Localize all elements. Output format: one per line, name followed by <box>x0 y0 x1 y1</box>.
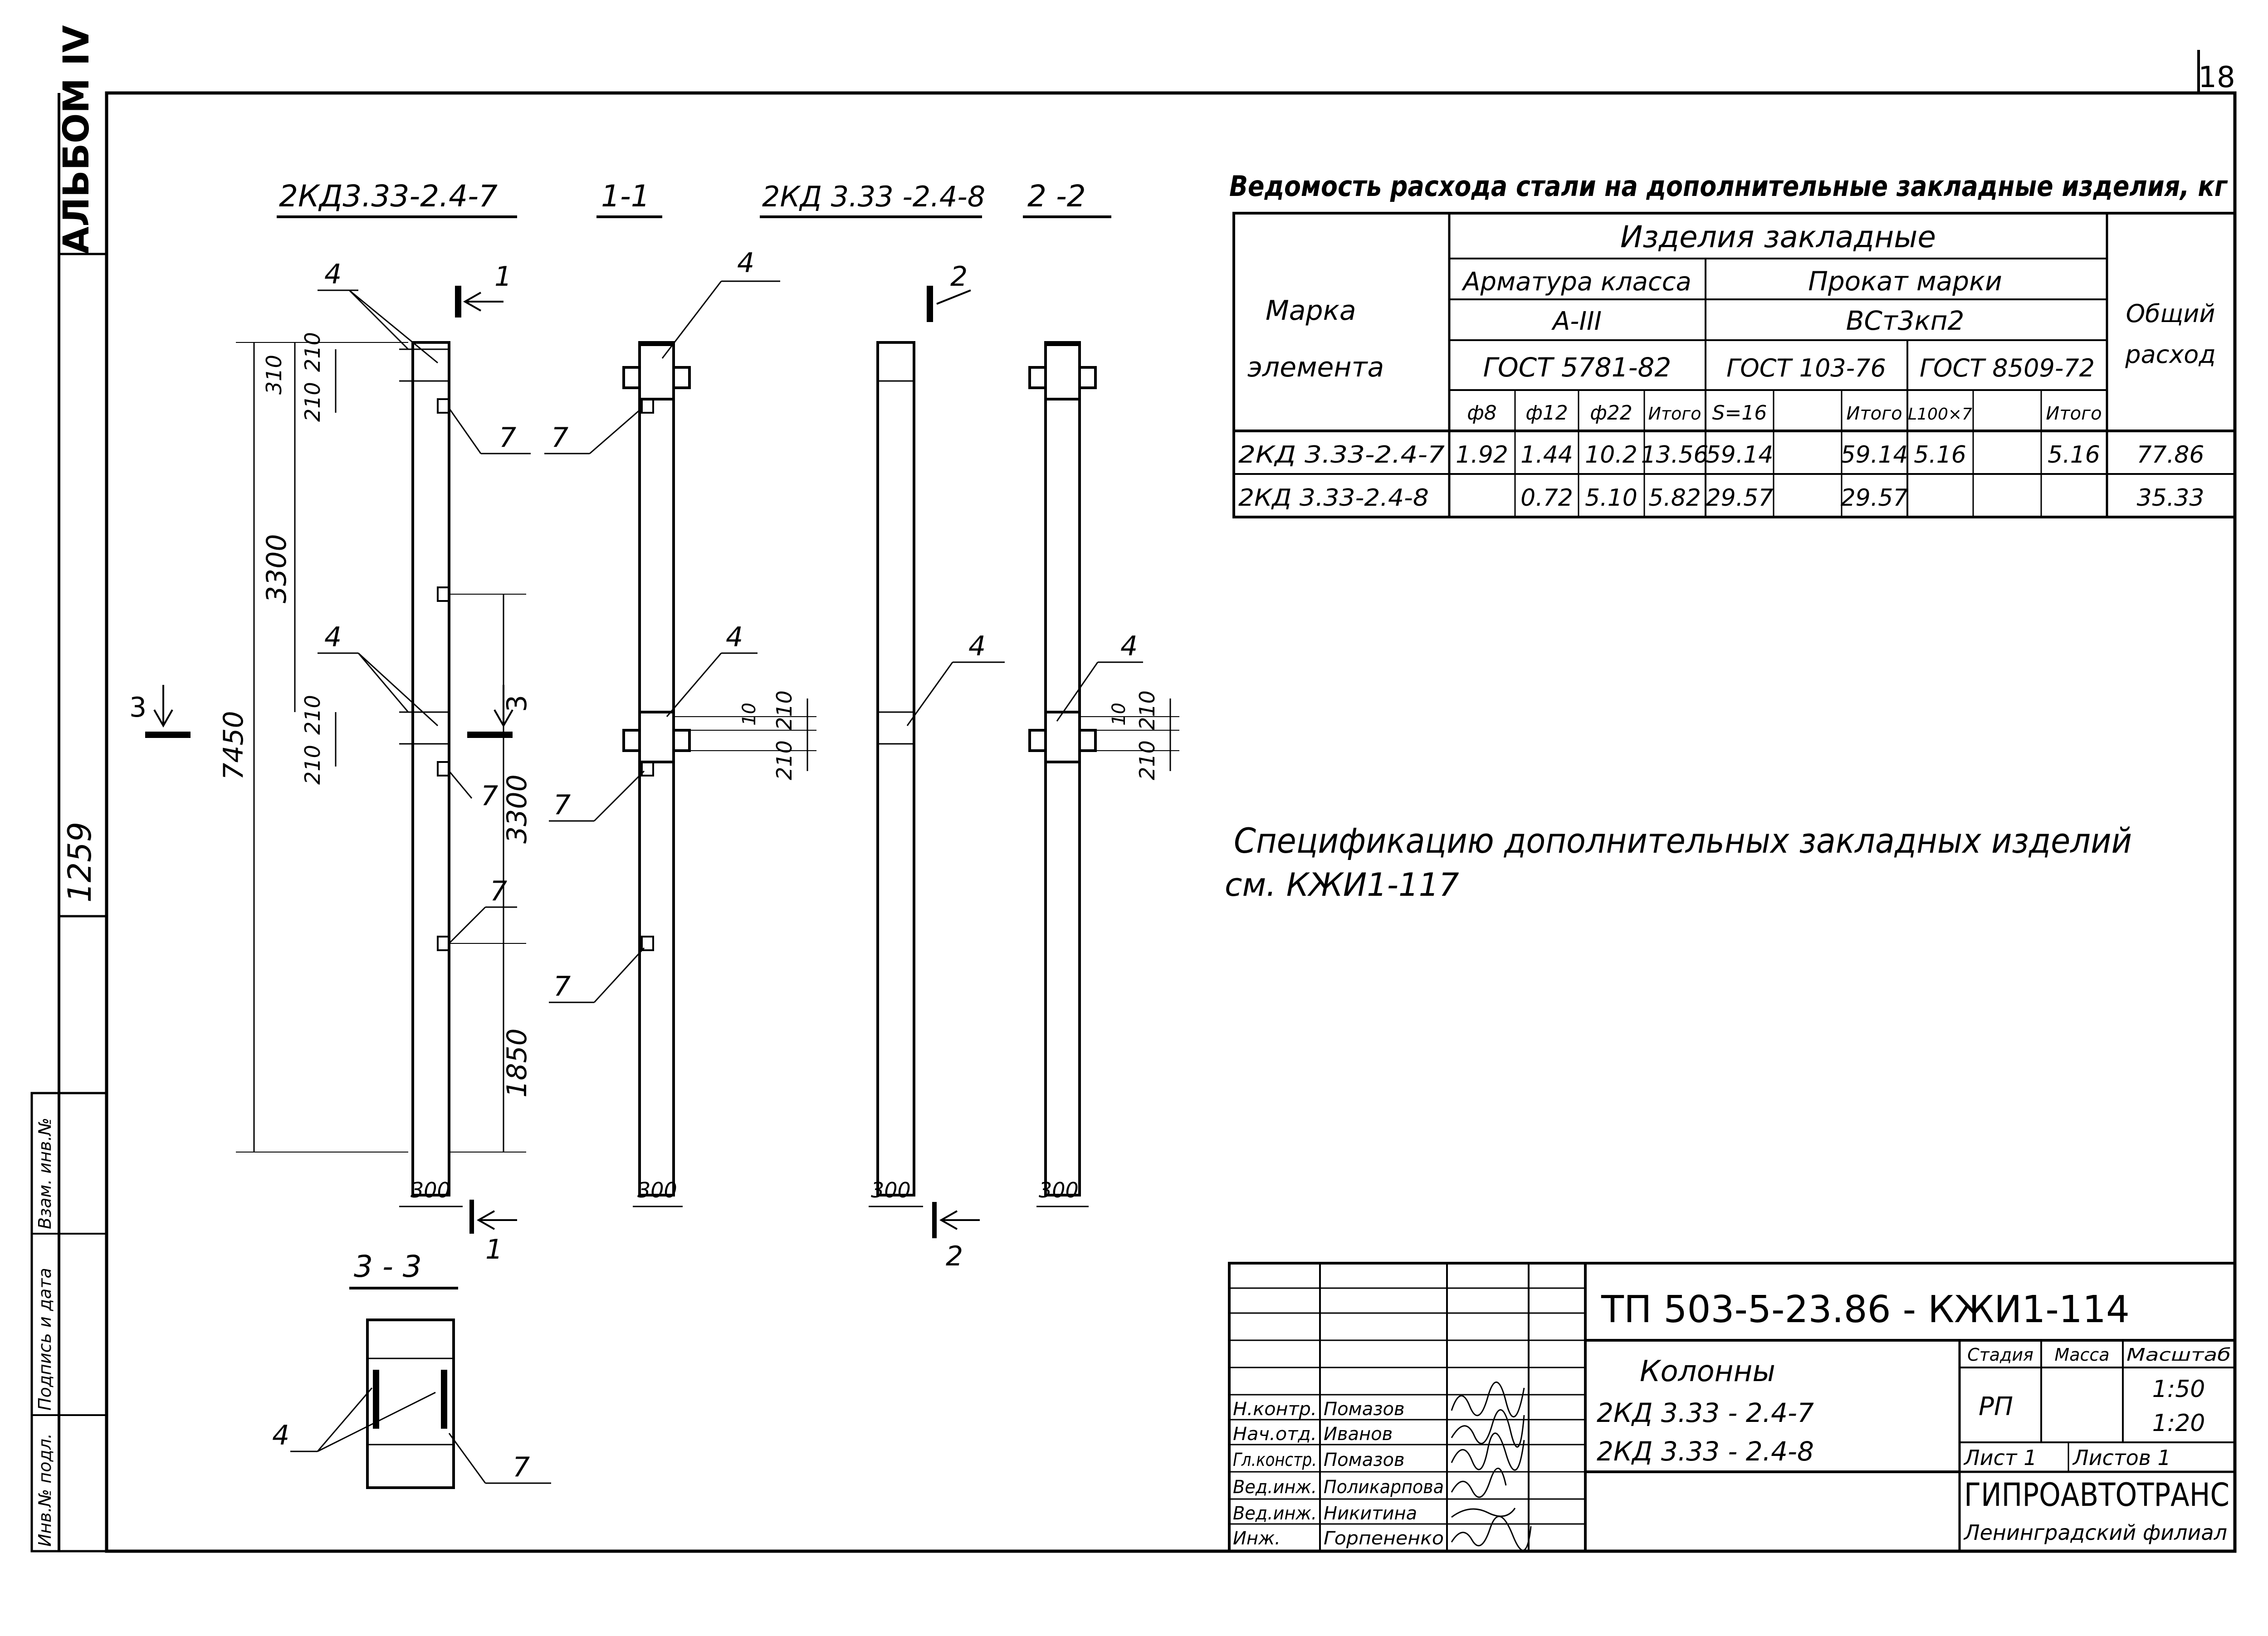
dim-300-left: 300 <box>411 1178 450 1202</box>
stamp-sign-date: Подпись и дата <box>35 1268 55 1411</box>
dim-210-c: 210 <box>300 695 325 735</box>
mark-7-left-low: 7 <box>490 875 508 907</box>
col-head: ф12 <box>1525 401 1568 425</box>
left-view-dimensions <box>218 332 533 1206</box>
h-rolled: Прокат марки <box>1808 266 2002 297</box>
sheets-label: Листов 1 <box>2073 1446 2171 1470</box>
mark-4-sec22: 4 <box>1120 630 1138 662</box>
col-head: ф22 <box>1590 401 1633 425</box>
mark-7-left-top: 7 <box>499 422 517 454</box>
section-mark-2-bottom: 2 <box>946 1240 963 1272</box>
cell: 13.56 <box>1641 441 1709 469</box>
section-mark-1-top: 1 <box>494 261 512 293</box>
h-rebar: Арматура класса <box>1463 267 1691 297</box>
dim-10-sec11: 10 <box>739 703 760 726</box>
dim-210-sec22-b: 210 <box>1135 740 1159 780</box>
steel-schedule <box>1229 170 2235 517</box>
mark-7-sec11-low: 7 <box>553 971 571 1002</box>
col-head: S=16 <box>1712 401 1767 425</box>
section-2-2 <box>1030 342 1179 1206</box>
person-1: Помазов <box>1324 1399 1405 1420</box>
col-head: Итого <box>1846 403 1902 424</box>
person-2: Иванов <box>1324 1424 1393 1445</box>
role-6: Инж. <box>1233 1528 1281 1549</box>
dim-310: 310 <box>262 355 286 395</box>
section-mark-3-left: 3 <box>129 692 147 723</box>
mark-4-left-mid: 4 <box>324 621 342 653</box>
h-rolled-grade: ВСт3кп2 <box>1846 305 1965 336</box>
col-head: ф8 <box>1467 401 1497 425</box>
mark-4-mid: 4 <box>968 630 986 662</box>
section-mark-1-bottom: 1 <box>485 1234 503 1265</box>
signature-icons <box>1452 1382 1531 1550</box>
schedule-title: Ведомость расхода стали на дополнительные закладные изделия, кг <box>1229 170 2229 203</box>
cell: 10.2 <box>1585 441 1637 469</box>
inventory-number: 1259 <box>61 821 98 903</box>
doc-name: Колонны <box>1640 1355 1775 1388</box>
cell: 5.16 <box>1914 441 1966 469</box>
cell: 5.82 <box>1648 484 1701 512</box>
stamp-inv-orig: Инв.№ подл. <box>35 1433 55 1547</box>
mark-4-left-top: 4 <box>324 259 342 290</box>
role-3: Гл.констр. <box>1233 1450 1317 1470</box>
doc-mark-2: 2КД 3.33 - 2.4-8 <box>1597 1436 1814 1467</box>
mark-7-sec33: 7 <box>513 1451 530 1483</box>
table-row <box>1238 441 2204 469</box>
dim-3300-left: 3300 <box>261 534 293 603</box>
row-total: 35.33 <box>2136 484 2204 512</box>
title-section-3-3: 3 - 3 <box>354 1249 422 1284</box>
dim-3300-right: 3300 <box>501 774 533 844</box>
row-mark: 2КД 3.33-2.4-7 <box>1238 441 1445 469</box>
row-total: 77.86 <box>2136 441 2204 469</box>
dim-300-sec22: 300 <box>1039 1178 1079 1202</box>
scale-value-2: 1:20 <box>2152 1410 2205 1437</box>
role-1: Н.контр. <box>1233 1399 1317 1420</box>
dim-210-b: 210 <box>300 382 325 422</box>
note <box>1225 820 2132 903</box>
section-mark-3-right: 3 <box>501 694 533 712</box>
title-section-1-1: 1-1 <box>601 179 650 214</box>
cell: 5.16 <box>2048 441 2100 469</box>
cell: 59.14 <box>1706 441 1774 469</box>
mass-header: Масса <box>2054 1345 2110 1365</box>
dim-300-mid: 300 <box>871 1178 911 1202</box>
album-label: АЛЬБОМ IV <box>56 25 97 254</box>
cell: 59.14 <box>1840 441 1908 469</box>
mark-7-left-mid: 7 <box>481 780 499 812</box>
cell: 29.57 <box>1840 484 1908 512</box>
scale-header: Масштаб <box>2126 1345 2231 1365</box>
column-view-left <box>129 259 533 1265</box>
h-mark-1: Марка <box>1266 295 1356 327</box>
role-2: Нач.отд. <box>1233 1424 1317 1445</box>
doc-code: ТП 503-5-23.86 - КЖИ1-114 <box>1601 1288 2130 1331</box>
cell: 29.57 <box>1706 484 1774 512</box>
cell: 1.92 <box>1456 441 1508 469</box>
org-name: ГИПРОАВТОТРАНС <box>1964 1476 2229 1514</box>
section-mark-2-top: 2 <box>950 261 968 293</box>
col-heads <box>1467 401 2102 425</box>
sheet-label: Лист 1 <box>1964 1446 2037 1470</box>
doc-mark-1: 2КД 3.33 - 2.4-7 <box>1597 1397 1814 1428</box>
row-mark: 2КД 3.33-2.4-8 <box>1238 484 1429 512</box>
person-5: Никитина <box>1324 1503 1418 1524</box>
person-3: Помазов <box>1324 1450 1405 1470</box>
cell: 0.72 <box>1520 484 1573 512</box>
table-row <box>1238 484 2204 512</box>
dim-1850: 1850 <box>501 1028 533 1098</box>
role-5: Вед.инж. <box>1233 1503 1317 1524</box>
title-block <box>1229 1263 2235 1551</box>
dim-210-sec11-a: 210 <box>772 690 797 730</box>
stage-header: Стадия <box>1967 1345 2033 1365</box>
title-section-2-2: 2 -2 <box>1027 179 1086 214</box>
h-rebar-gost: ГОСТ 5781-82 <box>1483 352 1672 383</box>
col-head: L100×7 <box>1908 405 1972 424</box>
mark-7-sec11-top: 7 <box>551 422 569 454</box>
scale-value-1: 1:50 <box>2152 1376 2205 1403</box>
dim-300-sec11: 300 <box>637 1178 677 1202</box>
mark-4-sec11-mid: 4 <box>726 621 743 653</box>
view-titles <box>277 179 1111 1288</box>
dim-210-sec22-a: 210 <box>1135 690 1159 730</box>
sheet-number: 18 <box>2198 61 2235 94</box>
dim-210-sec11-b: 210 <box>772 740 797 780</box>
stage-value: РП <box>1979 1392 2013 1421</box>
person-4: Поликарпова <box>1324 1477 1444 1498</box>
stamp-replace-inv: Взам. инв.№ <box>35 1118 55 1229</box>
cell: 5.10 <box>1585 484 1637 512</box>
column-view-mid <box>869 261 1005 1272</box>
title-left-view: 2КД3.33-2.4-7 <box>279 179 498 214</box>
note-line-2: см. КЖИ1-117 <box>1225 866 1459 903</box>
person-6: Горпененко <box>1324 1528 1444 1549</box>
h-rebar-class: А-III <box>1552 307 1602 336</box>
col-head: Итого <box>1648 404 1701 424</box>
section-1-1 <box>544 247 816 1206</box>
h-items: Изделия закладные <box>1620 220 1936 254</box>
mark-7-sec11-mid: 7 <box>553 789 571 821</box>
h-total-1: Общий <box>2126 299 2215 328</box>
mark-4-sec33: 4 <box>272 1420 290 1451</box>
side-stamp <box>32 1093 107 1551</box>
h-gost8509: ГОСТ 8509-72 <box>1919 354 2095 382</box>
dim-7450: 7450 <box>218 711 249 780</box>
note-line-1: Спецификацию дополнительных закладных изделий <box>1234 820 2132 861</box>
dim-210-d: 210 <box>300 745 325 785</box>
mark-4-sec11-top: 4 <box>737 247 755 279</box>
role-4: Вед.инж. <box>1233 1477 1317 1498</box>
dim-210-a: 210 <box>300 332 325 372</box>
cell: 1.44 <box>1520 441 1573 469</box>
title-mid-view: 2КД 3.33 -2.4-8 <box>762 180 986 213</box>
section-3-3 <box>272 1320 551 1488</box>
h-gost103: ГОСТ 103-76 <box>1726 354 1886 382</box>
h-mark-2: элемента <box>1247 352 1384 383</box>
dim-10-sec22: 10 <box>1109 703 1129 726</box>
org-branch: Ленинградский филиал <box>1963 1520 2227 1545</box>
col-head: Итого <box>2046 403 2102 424</box>
h-total-2: расход <box>2125 340 2216 369</box>
